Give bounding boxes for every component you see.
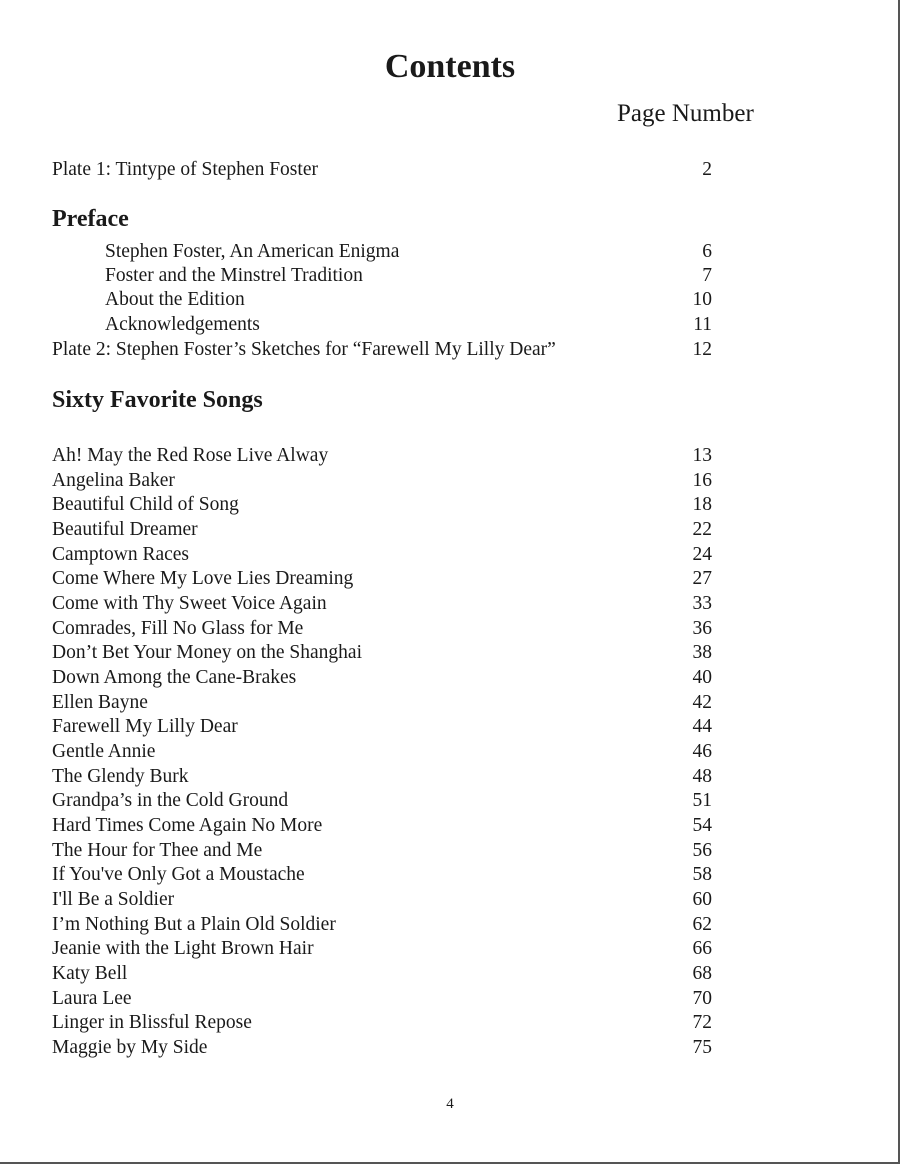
toc-entry xyxy=(105,264,712,288)
toc-entry xyxy=(52,567,712,591)
toc-entry xyxy=(52,987,712,1011)
toc-entry-label: Linger in Blissful Repose xyxy=(52,1012,252,1033)
toc-entry-label: Ah! May the Red Rose Live Alway xyxy=(52,445,329,466)
toc-entry-label: Camptown Races xyxy=(52,544,190,565)
toc-entry xyxy=(52,740,712,764)
toc-entry xyxy=(52,1036,712,1060)
toc-entry xyxy=(52,913,712,937)
toc-entry-label: The Glendy Burk xyxy=(52,766,189,787)
toc-entry xyxy=(52,937,712,961)
toc-entry-page: 13 xyxy=(692,445,712,466)
toc-entry-label: Angelina Baker xyxy=(52,470,175,491)
toc-entry xyxy=(52,691,712,715)
toc-entry-page: 40 xyxy=(692,667,712,688)
toc-entry xyxy=(52,962,712,986)
toc-entry-label: Ellen Bayne xyxy=(52,692,148,713)
toc-entry-page: 54 xyxy=(692,815,712,836)
page-number-header: Page Number xyxy=(617,100,754,127)
toc-entry-page: 42 xyxy=(692,692,712,713)
page-folio: 4 xyxy=(446,1096,454,1112)
toc-entry xyxy=(52,617,712,641)
toc-entry-page: 44 xyxy=(692,716,712,737)
toc-entry-label: Grandpa’s in the Cold Ground xyxy=(52,790,289,811)
toc-entry-page: 62 xyxy=(692,914,712,935)
toc-entry-page: 72 xyxy=(692,1012,712,1033)
toc-entry xyxy=(52,839,712,863)
toc-entry-page: 2 xyxy=(702,159,712,180)
toc-entry-page: 60 xyxy=(692,889,712,910)
toc-entry-label: Come Where My Love Lies Dreaming xyxy=(52,568,354,589)
toc-entry xyxy=(52,715,712,739)
toc-entry xyxy=(52,814,712,838)
toc-entry-label: Plate 1: Tintype of Stephen Foster xyxy=(52,159,318,180)
toc-entry xyxy=(105,288,712,312)
toc-entry-page: 48 xyxy=(692,766,712,787)
toc-entry xyxy=(52,444,712,468)
toc-entry xyxy=(52,493,712,517)
toc-entry-page: 18 xyxy=(692,494,712,515)
toc-entry-page: 68 xyxy=(692,963,712,984)
toc-entry-plate-2 xyxy=(52,338,712,362)
toc-entry-label: Beautiful Child of Song xyxy=(52,494,239,515)
toc-entry-page: 56 xyxy=(692,840,712,861)
toc-entry-label: Plate 2: Stephen Foster’s Sketches for “Farewell My Lilly Dear” xyxy=(52,339,556,360)
toc-entry-label: The Hour for Thee and Me xyxy=(52,840,263,861)
toc-entry xyxy=(52,863,712,887)
toc-entry-label: Comrades, Fill No Glass for Me xyxy=(52,618,304,639)
toc-entry-label: I’m Nothing But a Plain Old Soldier xyxy=(52,914,336,935)
toc-entry-page: 11 xyxy=(693,314,712,335)
toc-entry xyxy=(52,666,712,690)
toc-entry xyxy=(52,543,712,567)
toc-entry-page: 10 xyxy=(692,289,712,310)
toc-entry-page: 12 xyxy=(692,339,712,360)
toc-entry xyxy=(52,641,712,665)
toc-entry-label: If You've Only Got a Moustache xyxy=(52,864,305,885)
toc-entry xyxy=(52,789,712,813)
toc-entry-label: Katy Bell xyxy=(52,963,128,984)
toc-entry-page: 46 xyxy=(692,741,712,762)
toc-entry-plate-1 xyxy=(52,158,712,182)
toc-entry xyxy=(105,313,712,337)
toc-entry-label: Come with Thy Sweet Voice Again xyxy=(52,593,327,614)
toc-entry-page: 38 xyxy=(692,642,712,663)
toc-entry-label: Don’t Bet Your Money on the Shanghai xyxy=(52,642,363,663)
toc-entry-label: Jeanie with the Light Brown Hair xyxy=(52,938,314,959)
toc-entry-page: 16 xyxy=(692,470,712,491)
page-title: Contents xyxy=(384,48,516,85)
toc-entry-label: Stephen Foster, An American Enigma xyxy=(105,241,400,262)
section-heading-songs: Sixty Favorite Songs xyxy=(52,387,263,413)
toc-entry-label: Foster and the Minstrel Tradition xyxy=(105,265,363,286)
toc-entry-page: 75 xyxy=(692,1037,712,1058)
toc-entry-label: Down Among the Cane-Brakes xyxy=(52,667,297,688)
toc-entry-page: 6 xyxy=(702,241,712,262)
toc-entry-label: Laura Lee xyxy=(52,988,132,1009)
toc-entry-page: 24 xyxy=(692,544,712,565)
toc-entry-label: Maggie by My Side xyxy=(52,1037,208,1058)
toc-entry-page: 22 xyxy=(692,519,712,540)
toc-entry xyxy=(52,592,712,616)
toc-entry xyxy=(52,469,712,493)
toc-entry-page: 27 xyxy=(692,568,712,589)
toc-entry xyxy=(105,240,712,264)
toc-entry-label: Hard Times Come Again No More xyxy=(52,815,323,836)
toc-entry-label: I'll Be a Soldier xyxy=(52,889,175,910)
toc-entry-page: 7 xyxy=(702,265,712,286)
toc-entry-label: Beautiful Dreamer xyxy=(52,519,198,540)
toc-entry-label: Gentle Annie xyxy=(52,741,156,762)
toc-entry-page: 36 xyxy=(692,618,712,639)
toc-entry-page: 33 xyxy=(692,593,712,614)
toc-entry-page: 70 xyxy=(692,988,712,1009)
section-heading-preface: Preface xyxy=(52,206,129,232)
toc-entry xyxy=(52,888,712,912)
toc-entry-page: 66 xyxy=(692,938,712,959)
toc-entry xyxy=(52,765,712,789)
toc-entry-label: Farewell My Lilly Dear xyxy=(52,716,238,737)
toc-entry-label: Acknowledgements xyxy=(105,314,260,335)
toc-entry xyxy=(52,1011,712,1035)
toc-entry-label: About the Edition xyxy=(105,289,245,310)
toc-entry xyxy=(52,518,712,542)
toc-entry-page: 51 xyxy=(692,790,712,811)
toc-entry-page: 58 xyxy=(692,864,712,885)
